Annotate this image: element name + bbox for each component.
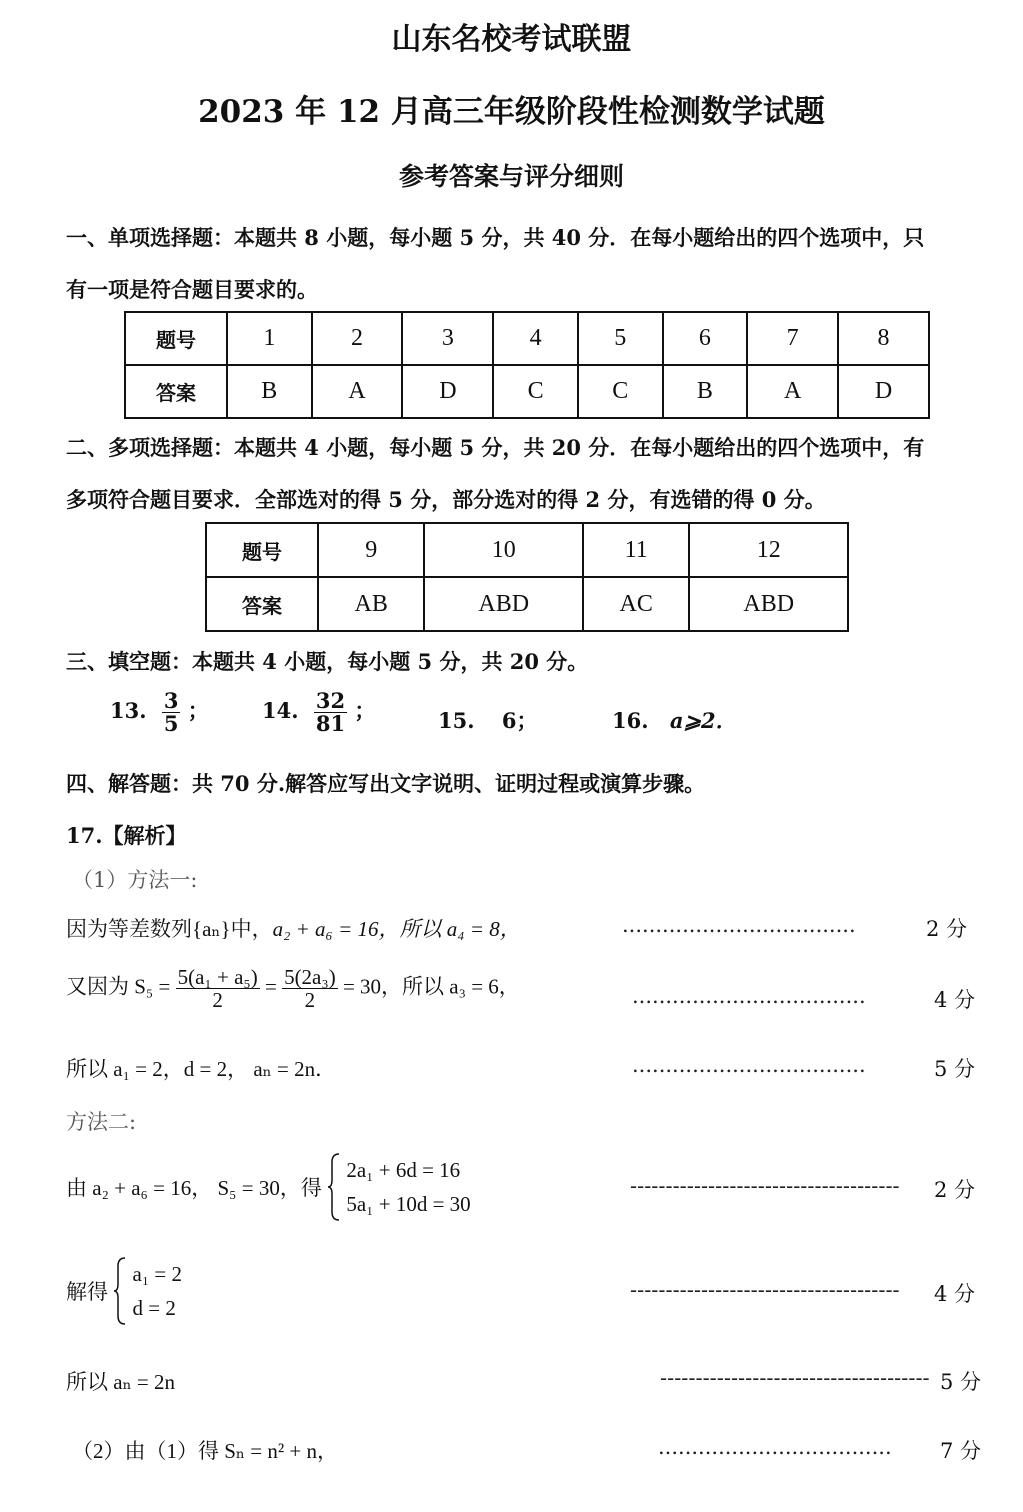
fraction: [314, 690, 347, 735]
score-label: 7 分: [940, 1439, 982, 1463]
score-dots: --------------------------------------: [660, 1366, 930, 1390]
score-dots: ...................................: [622, 913, 856, 937]
question-number: 11: [583, 523, 689, 577]
answer-cell: A: [747, 365, 838, 418]
row-label-answer: 答案: [206, 577, 318, 631]
left-brace-icon: [327, 1152, 341, 1222]
score-dots: ...................................: [632, 984, 866, 1008]
numerator: 3: [163, 688, 179, 713]
section2-heading: 二、多项选择题：本题共 4 小题，每小题 5 分，共 20 分．在每小题给出的四个选项中，有: [66, 435, 925, 460]
fraction: [176, 966, 260, 1011]
equation: 2a₁ + 6d = 16: [346, 1158, 461, 1182]
table-row: [125, 312, 929, 365]
exam-title: 2023 年 12 月高三年级阶段性检测数学试题: [198, 94, 825, 130]
row-label-answer: 答案: [125, 365, 227, 418]
answer-cell: ABD: [424, 577, 583, 631]
answer-cell: B: [663, 365, 748, 418]
answer-key-title: 参考答案与评分细则: [398, 162, 624, 191]
question-number: 2: [312, 312, 403, 365]
text-segment: 解得: [66, 1280, 108, 1304]
score-label: 2 分: [926, 917, 968, 941]
answer-value: 6；: [501, 708, 538, 733]
question-number: 10: [424, 523, 583, 577]
answer-cell: C: [493, 365, 578, 418]
question-number: 3: [402, 312, 493, 365]
equation: a₂ + a₆ = 16，所以 a₄ = 8，: [272, 917, 521, 941]
equation-system: [133, 1257, 183, 1325]
method1-line2: [66, 966, 520, 1011]
method1-line1: [66, 913, 521, 943]
section2-heading-cont: 多项符合题目要求．全部选对的得 5 分，部分选对的得 2 分，有选错的得 0 分。: [66, 487, 826, 512]
part2-line: （2）由（1）得 Sₙ = n² + n，: [72, 1439, 338, 1463]
fraction: [282, 966, 338, 1011]
question-number: 12: [689, 523, 848, 577]
table-row: [206, 523, 848, 577]
text-segment: = 30，所以 a₃ = 6，: [342, 974, 520, 999]
equals-sign: =: [264, 974, 277, 999]
score-label: 4 分: [934, 1282, 976, 1306]
answer-cell: B: [227, 365, 312, 418]
multi-choice-answer-table: [205, 522, 849, 632]
question-label: 13.: [110, 698, 147, 724]
left-brace-icon: [113, 1256, 127, 1326]
fraction: [162, 690, 181, 735]
question-number: 1: [227, 312, 312, 365]
single-choice-answer-table: [124, 311, 930, 419]
section3-heading: 三、填空题：本题共 4 小题，每小题 5 分，共 20 分。: [66, 649, 589, 674]
answer-cell: AC: [583, 577, 689, 631]
question-label: 16.: [612, 708, 649, 733]
row-label-question: 题号: [125, 312, 227, 365]
text-segment: 又因为 S₅ =: [66, 974, 176, 999]
answer-cell: D: [838, 365, 929, 418]
score-dots: --------------------------------------: [630, 1278, 900, 1302]
denominator: 81: [315, 711, 346, 737]
numerator: 5(2a₃): [284, 965, 336, 989]
score-label: 5 分: [940, 1370, 982, 1394]
fill-answer-13: [110, 690, 209, 735]
answer-value: a⩾2．: [669, 708, 737, 733]
text-segment: 因为等差数列{aₙ}中，: [66, 917, 273, 941]
method2-line3: 所以 aₙ = 2n: [66, 1370, 175, 1394]
answer-cell: C: [578, 365, 663, 418]
equation-system: [346, 1153, 470, 1221]
question-number: 5: [578, 312, 663, 365]
method2-line2: [66, 1256, 182, 1326]
fill-answer-15: [438, 705, 537, 735]
table-row: [125, 365, 929, 418]
part1-method1-label: （1）方法一:: [72, 868, 198, 892]
table-row: [206, 577, 848, 631]
denominator: 2: [304, 988, 316, 1013]
equation: 5a₁ + 10d = 30: [346, 1192, 471, 1216]
numerator: 32: [315, 688, 346, 713]
separator: ；: [354, 698, 376, 724]
question-number: 6: [663, 312, 748, 365]
fill-answer-16: [612, 705, 737, 735]
method1-line3: 所以 a₁ = 2，d = 2， aₙ = 2n．: [66, 1057, 337, 1081]
row-label-question: 题号: [206, 523, 318, 577]
score-label: 5 分: [934, 1057, 976, 1081]
text-segment: 由 a₂ + a₆ = 16， S₅ = 30，得: [66, 1176, 322, 1200]
equation: a₁ = 2: [132, 1262, 182, 1286]
section4-heading: 四、解答题：共 70 分.解答应写出文字说明、证明过程或演算步骤。: [66, 771, 706, 796]
score-dots: ...................................: [632, 1053, 866, 1077]
section1-heading-cont: 有一项是符合题目要求的。: [66, 277, 318, 302]
fill-answer-14: [262, 690, 375, 735]
question-number: 4: [493, 312, 578, 365]
answer-cell: ABD: [689, 577, 848, 631]
header-title: 山东名校考试联盟: [391, 22, 632, 57]
equation: d = 2: [132, 1296, 176, 1320]
question-label: 14.: [262, 698, 299, 724]
score-label: 4 分: [934, 988, 976, 1012]
section1-heading: 一、单项选择题：本题共 8 小题，每小题 5 分，共 40 分．在每小题给出的四个选项中，只: [66, 225, 925, 250]
denominator: 2: [212, 988, 223, 1013]
numerator: 5(a₁ + a₅): [177, 965, 258, 989]
score-dots: --------------------------------------: [630, 1174, 900, 1198]
method2-label: 方法二:: [66, 1110, 137, 1134]
question-number: 9: [318, 523, 424, 577]
separator: ；: [187, 698, 209, 724]
score-dots: ...................................: [658, 1435, 892, 1459]
answer-cell: AB: [318, 577, 424, 631]
method2-line1: [66, 1152, 471, 1222]
answer-cell: A: [312, 365, 403, 418]
question-number: 8: [838, 312, 929, 365]
question-number: 7: [747, 312, 838, 365]
question-label: 15.: [438, 708, 475, 733]
answer-cell: D: [402, 365, 493, 418]
question-17-heading: 17.【解析】: [66, 823, 187, 848]
denominator: 5: [163, 711, 179, 737]
score-label: 2 分: [934, 1178, 976, 1202]
